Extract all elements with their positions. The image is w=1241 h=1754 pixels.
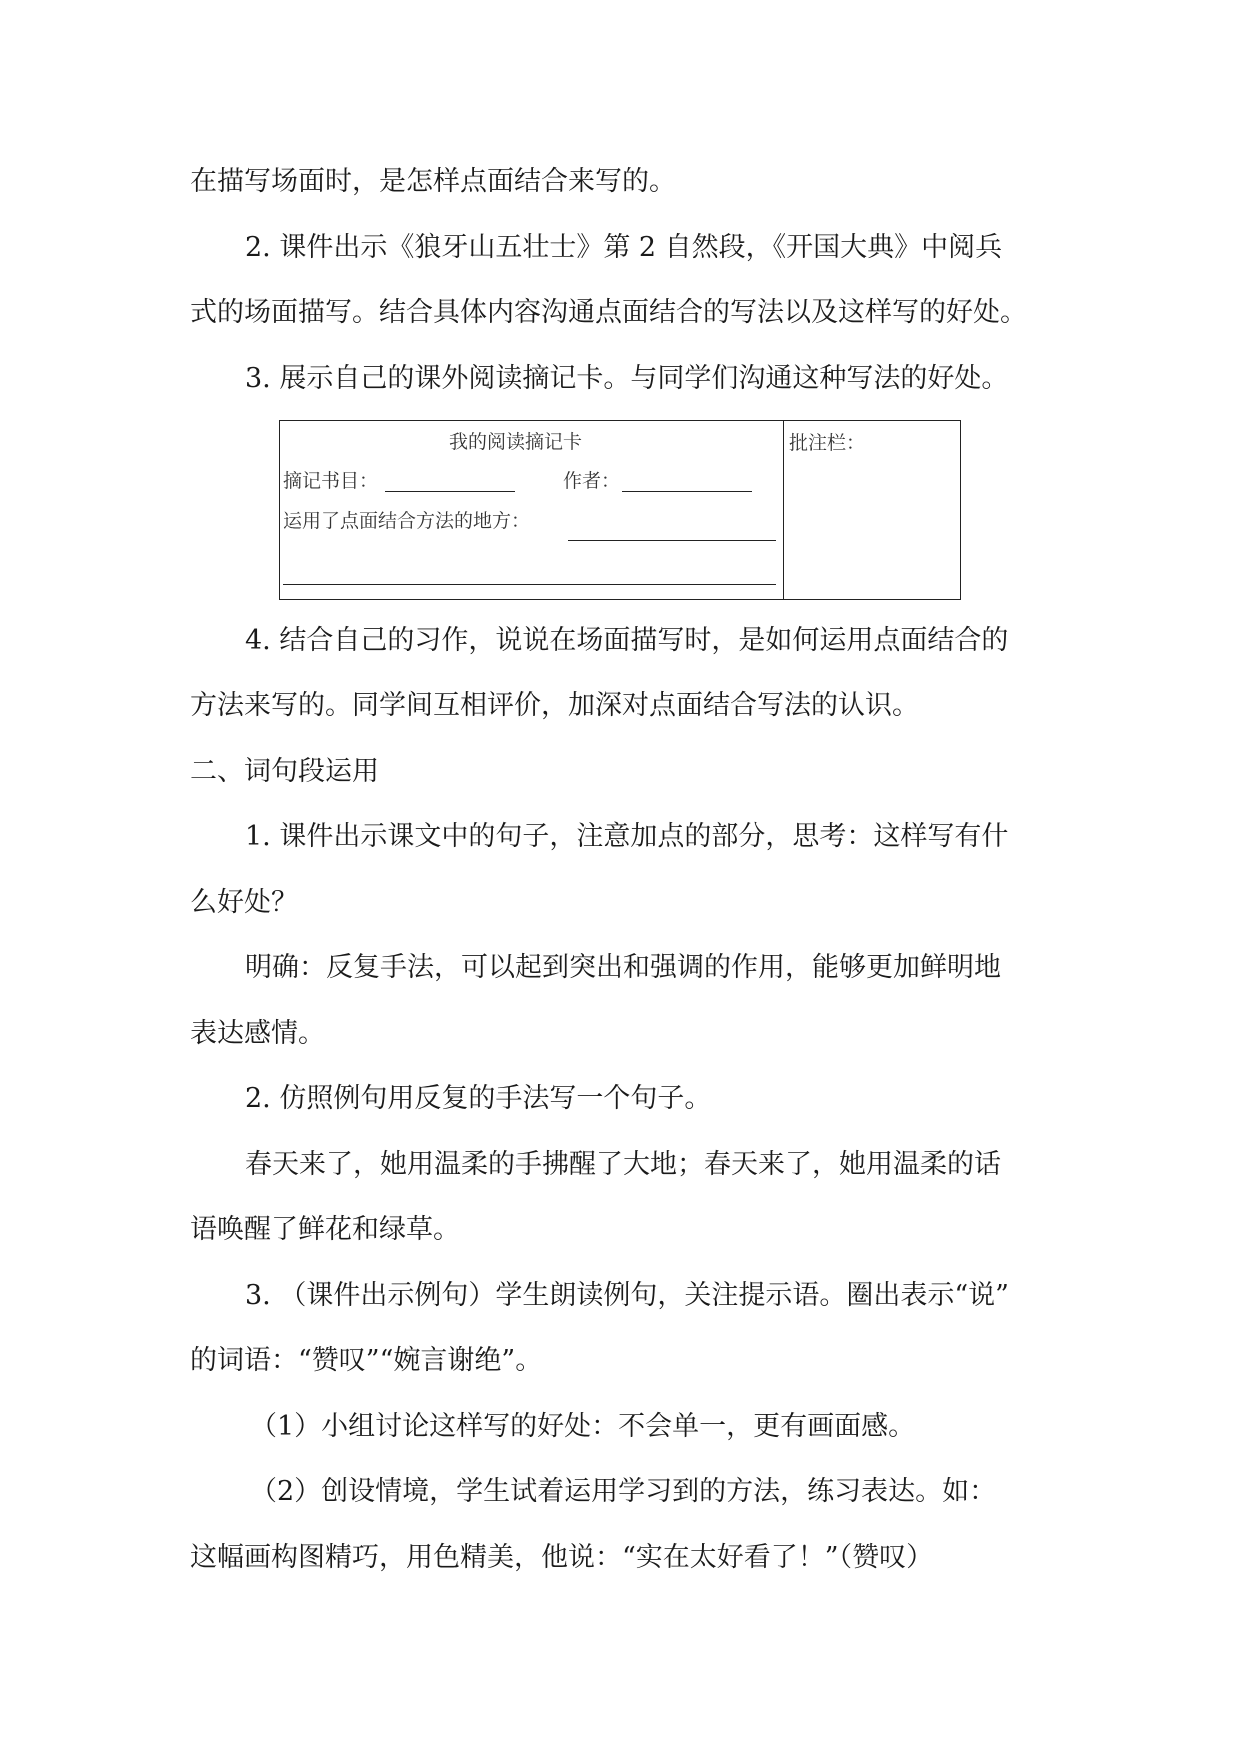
book-title-blank xyxy=(385,491,515,492)
paragraph-line: 表达感情。 xyxy=(190,1018,325,1049)
section-heading: 二、词句段运用 xyxy=(190,756,379,787)
book-title-label: 摘记书目： xyxy=(283,470,379,492)
paragraph-line: 3. （课件出示例句）学生朗读例句，关注提示语。圈出表示“说” xyxy=(245,1280,1009,1311)
paragraph-line: 么好处？ xyxy=(190,887,298,918)
paragraph-line: 1. 课件出示课文中的句子，注意加点的部分，思考：这样写有什 xyxy=(245,821,1009,852)
extra-blank-line xyxy=(283,584,776,585)
paragraph-line: 2. 课件出示《狼牙山五壮士》第 2 自然段，《开国大典》中阅兵 xyxy=(245,232,1003,263)
card-divider xyxy=(783,421,784,599)
paragraph-line: 4. 结合自己的习作，说说在场面描写时，是如何运用点面结合的 xyxy=(245,625,1009,656)
card-title: 我的阅读摘记卡 xyxy=(449,431,583,453)
reading-note-card xyxy=(279,420,961,600)
paragraph-line: 语唤醒了鲜花和绿草。 xyxy=(190,1214,460,1245)
paragraph-line: （1）小组讨论这样写的好处：不会单一，更有画面感。 xyxy=(250,1411,916,1442)
paragraph-line: 的词语：“赞叹”“婉言谢绝”。 xyxy=(190,1345,543,1376)
paragraph-line: 春天来了，她用温柔的手拂醒了大地；春天来了，她用温柔的话 xyxy=(245,1149,1001,1180)
paragraph-line: 式的场面描写。结合具体内容沟通点面结合的写法以及这样写的好处。 xyxy=(190,297,1027,328)
paragraph-line: 在描写场面时，是怎样点面结合来写的。 xyxy=(190,166,676,197)
annotation-label: 批注栏： xyxy=(789,432,866,454)
author-blank xyxy=(622,491,752,492)
paragraph-line: 3. 展示自己的课外阅读摘记卡。与同学们沟通这种写法的好处。 xyxy=(245,363,1009,394)
paragraph-line: 明确：反复手法，可以起到突出和强调的作用，能够更加鲜明地 xyxy=(245,952,1001,983)
paragraph-line: 2. 仿照例句用反复的手法写一个句子。 xyxy=(245,1083,712,1114)
method-blank xyxy=(568,540,776,541)
author-label: 作者： xyxy=(563,470,621,492)
paragraph-line: 这幅画构图精巧，用色精美，他说：“实在太好看了！”（赞叹） xyxy=(190,1542,934,1573)
paragraph-line: 方法来写的。同学间互相评价，加深对点面结合写法的认识。 xyxy=(190,690,919,721)
paragraph-line: （2）创设情境，学生试着运用学习到的方法，练习表达。如： xyxy=(250,1476,997,1507)
method-label: 运用了点面结合方法的地方： xyxy=(283,510,531,532)
